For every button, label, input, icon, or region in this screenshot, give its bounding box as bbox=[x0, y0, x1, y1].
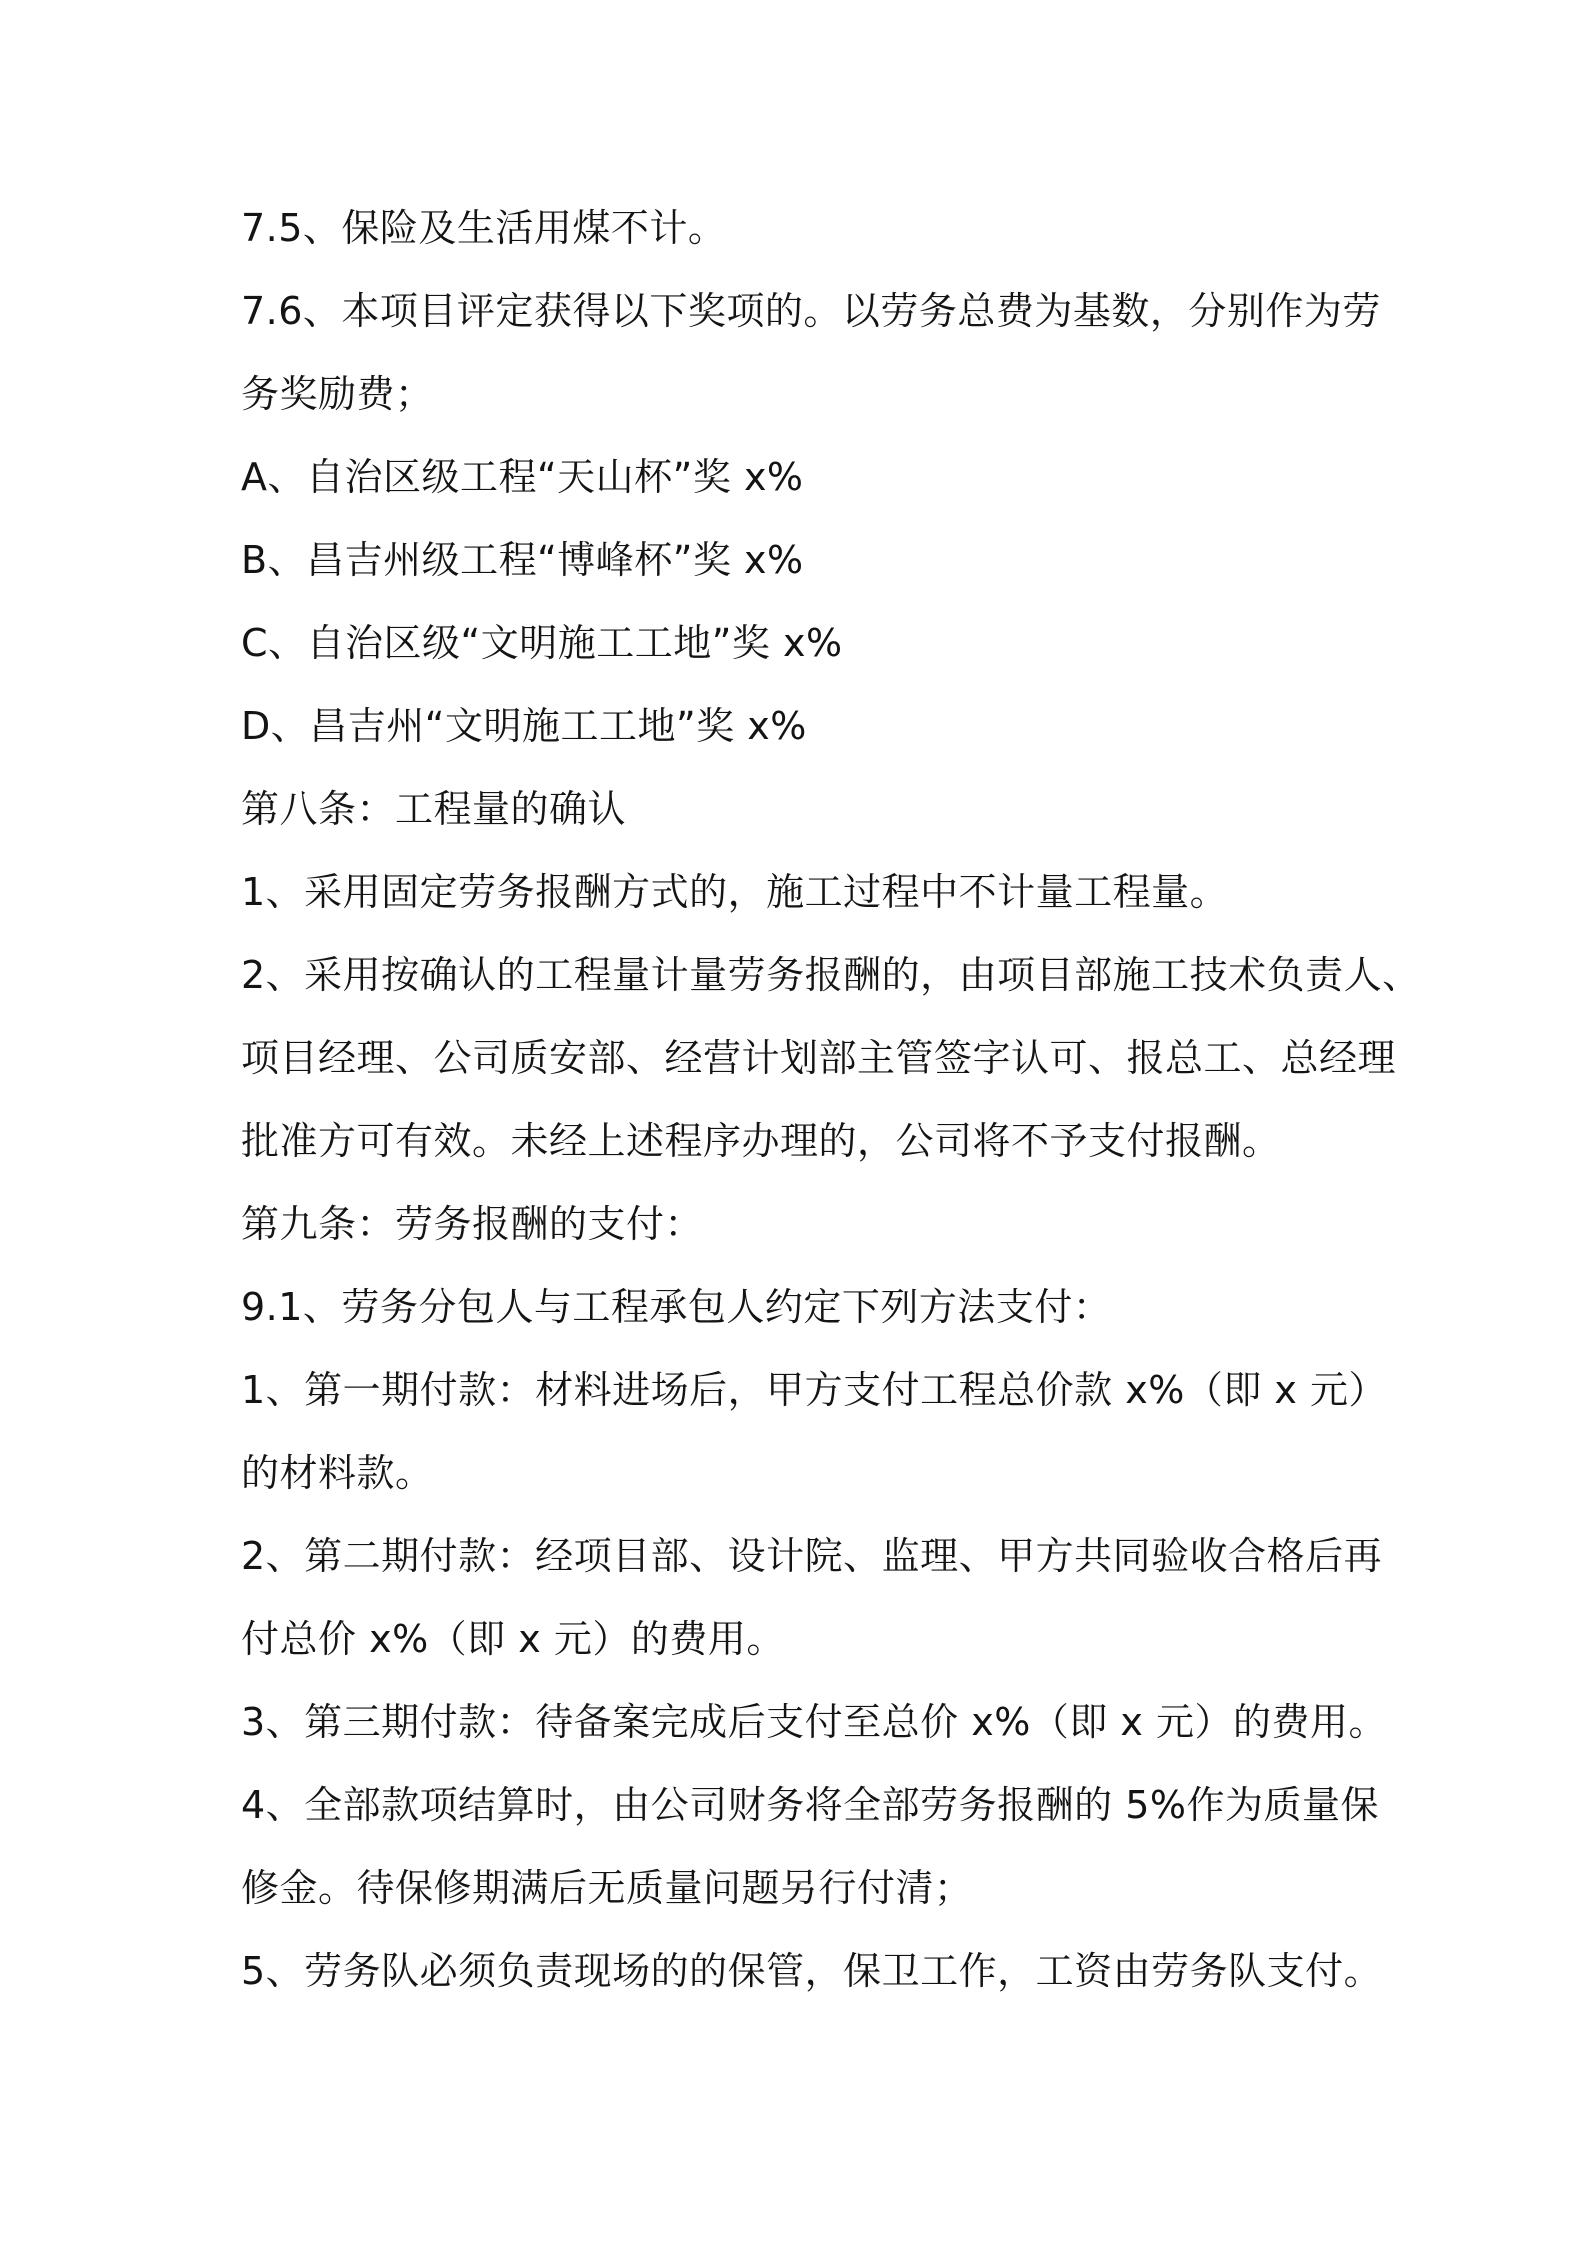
text-line: 修金。待保修期满后无质量问题另行付清； bbox=[241, 1866, 973, 1910]
text-line: 的材料款。 bbox=[241, 1451, 434, 1495]
text-line: 务奖励费； bbox=[241, 372, 434, 416]
text-line: 3、第三期付款：待备案完成后支付至总价 x%（即 x 元）的费用。 bbox=[241, 1700, 1388, 1744]
text-line: B、昌吉州级工程“博峰杯”奖 x% bbox=[241, 538, 804, 582]
text-line: 7.5、保险及生活用煤不计。 bbox=[241, 206, 727, 250]
text-line: 5、劳务队必须负责现场的的保管，保卫工作，工资由劳务队支付。 bbox=[241, 1949, 1383, 1993]
text-line: 付总价 x%（即 x 元）的费用。 bbox=[241, 1617, 785, 1661]
text-line: A、自治区级工程“天山杯”奖 x% bbox=[241, 455, 804, 499]
text-line: C、自治区级“文明施工工地”奖 x% bbox=[241, 621, 843, 665]
section-heading: 第九条：劳务报酬的支付： bbox=[241, 1202, 704, 1246]
text-line: 7.6、本项目评定获得以下奖项的。以劳务总费为基数，分别作为劳 bbox=[241, 289, 1381, 333]
text-line: 9.1、劳务分包人与工程承包人约定下列方法支付： bbox=[241, 1285, 1112, 1329]
text-line: 批准方可有效。未经上述程序办理的，公司将不予支付报酬。 bbox=[241, 1119, 1281, 1163]
text-line: 2、第二期付款：经项目部、设计院、监理、甲方共同验收合格后再 bbox=[241, 1534, 1383, 1578]
section-heading: 第八条：工程量的确认 bbox=[241, 787, 627, 831]
text-line: 1、第一期付款：材料进场后，甲方支付工程总价款 x%（即 x 元） bbox=[241, 1368, 1388, 1412]
text-line: 4、全部款项结算时，由公司财务将全部劳务报酬的 5%作为质量保 bbox=[241, 1783, 1380, 1827]
text-line: 项目经理、公司质安部、经营计划部主管签字认可、报总工、总经理 bbox=[241, 1036, 1397, 1080]
text-line: 1、采用固定劳务报酬方式的，施工过程中不计量工程量。 bbox=[241, 870, 1229, 914]
text-line: 2、采用按确认的工程量计量劳务报酬的，由项目部施工技术负责人、 bbox=[241, 953, 1421, 997]
text-line: D、昌吉州“文明施工工地”奖 x% bbox=[241, 704, 807, 748]
